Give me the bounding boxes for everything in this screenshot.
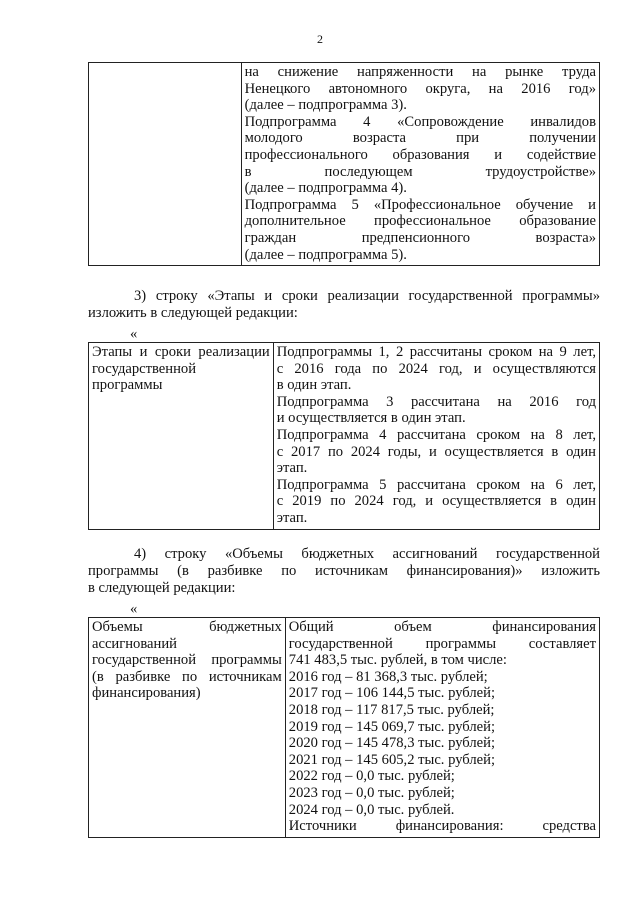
text-line: Ненецкого автономного округа, на 2016 год» xyxy=(244,80,596,97)
text-line: программы xyxy=(92,377,163,394)
text-line: и осуществляется в один этап. xyxy=(276,410,466,427)
opening-quote: « xyxy=(130,601,138,617)
text-line: 2016 год – 81 368,3 тыс. рублей; xyxy=(288,668,488,685)
opening-quote: « xyxy=(130,326,138,342)
text-line: Источники финансирования: средства xyxy=(288,818,596,835)
text-line: 2019 год – 145 069,7 тыс. рублей; xyxy=(288,718,495,735)
text-line: Подпрограмма 3 рассчитана на 2016 год xyxy=(276,393,596,410)
paragraph-4 xyxy=(88,546,600,597)
text-line: Подпрограмма 5 «Профессиональное обучение и xyxy=(244,196,596,213)
text-line: Подпрограмма 5 рассчитана сроком на 6 лет, xyxy=(276,476,596,493)
text-line: на снижение напряженности на рынке труда xyxy=(244,64,596,80)
table-cell-left xyxy=(89,343,274,530)
table-budget xyxy=(88,617,600,838)
text-line: в один этап. xyxy=(276,377,352,394)
text-line: (далее – подпрограмма 5). xyxy=(244,246,407,263)
text-line: Подпрограмма 4 рассчитана сроком на 8 лет, xyxy=(276,426,596,443)
text-line: (в разбивке по источникам xyxy=(92,668,282,685)
text-line: ассигнований xyxy=(92,635,177,652)
table-row xyxy=(89,343,600,530)
text-line: 741 483,5 тыс. рублей, в том числе: xyxy=(288,652,507,669)
table-cell-right xyxy=(241,63,599,266)
table-continuation xyxy=(88,62,600,266)
text-line: с 2019 по 2024 год, и осуществляется в один xyxy=(276,493,596,510)
text-line: 2022 год – 0,0 тыс. рублей; xyxy=(288,768,455,785)
text-line: государственной программы xyxy=(92,652,282,669)
text-line: молодого возраста при получении xyxy=(244,130,596,147)
paragraph-line: изложить в следующей редакции: xyxy=(88,305,298,321)
table-row xyxy=(89,63,600,266)
text-line: Объемы бюджетных xyxy=(92,619,282,635)
text-line: Подпрограмма 4 «Сопровождение инвалидов xyxy=(244,113,596,130)
text-line: профессионального образования и содействие xyxy=(244,146,596,163)
paragraph-3 xyxy=(88,288,600,322)
text-line: с 2016 года по 2024 год, и осуществляются xyxy=(276,360,596,377)
table-row xyxy=(89,618,600,838)
text-line: Этапы и сроки реализации xyxy=(92,344,270,360)
text-line: дополнительное профессиональное образование xyxy=(244,213,596,230)
text-line: 2023 год – 0,0 тыс. рублей; xyxy=(288,784,455,801)
text-line: этап. xyxy=(276,509,308,526)
text-line: с 2017 по 2024 годы, и осуществляется в один xyxy=(276,443,596,460)
text-line: 2017 год – 106 144,5 тыс. рублей; xyxy=(288,685,495,702)
text-line: 2018 год – 117 817,5 тыс. рублей; xyxy=(288,701,495,718)
table-stages xyxy=(88,342,600,530)
table-cell-left xyxy=(89,618,286,838)
text-line: (далее – подпрограмма 4). xyxy=(244,180,407,197)
text-line: Общий объем финансирования xyxy=(288,619,596,635)
text-line: этап. xyxy=(276,460,308,477)
paragraph-line: 4) строку «Объемы бюджетных ассигнований государственной xyxy=(134,546,600,562)
text-line: 2024 год – 0,0 тыс. рублей. xyxy=(288,801,455,818)
paragraph-line: 3) строку «Этапы и сроки реализации государственной программы» xyxy=(134,288,600,304)
text-line: граждан предпенсионного возраста» xyxy=(244,229,596,246)
paragraph-line: в следующей редакции: xyxy=(88,580,236,596)
table-cell-right xyxy=(285,618,599,838)
text-line: в последующем трудоустройстве» xyxy=(244,163,596,180)
paragraph-line: программы (в разбивке по источникам финансирования)» изложить xyxy=(88,563,600,579)
text-line: 2020 год – 145 478,3 тыс. рублей; xyxy=(288,735,495,752)
text-line: 2021 год – 145 605,2 тыс. рублей; xyxy=(288,751,495,768)
page-number: 2 xyxy=(317,32,323,46)
text-line: (далее – подпрограмма 3). xyxy=(244,97,407,114)
table-cell-left xyxy=(89,63,242,266)
text-line: государственной программы составляет xyxy=(288,635,596,652)
text-line: Подпрограммы 1, 2 рассчитаны сроком на 9 лет, xyxy=(276,344,596,360)
text-line: государственной xyxy=(92,360,197,377)
table-cell-right xyxy=(273,343,599,530)
text-line: финансирования) xyxy=(92,685,201,702)
